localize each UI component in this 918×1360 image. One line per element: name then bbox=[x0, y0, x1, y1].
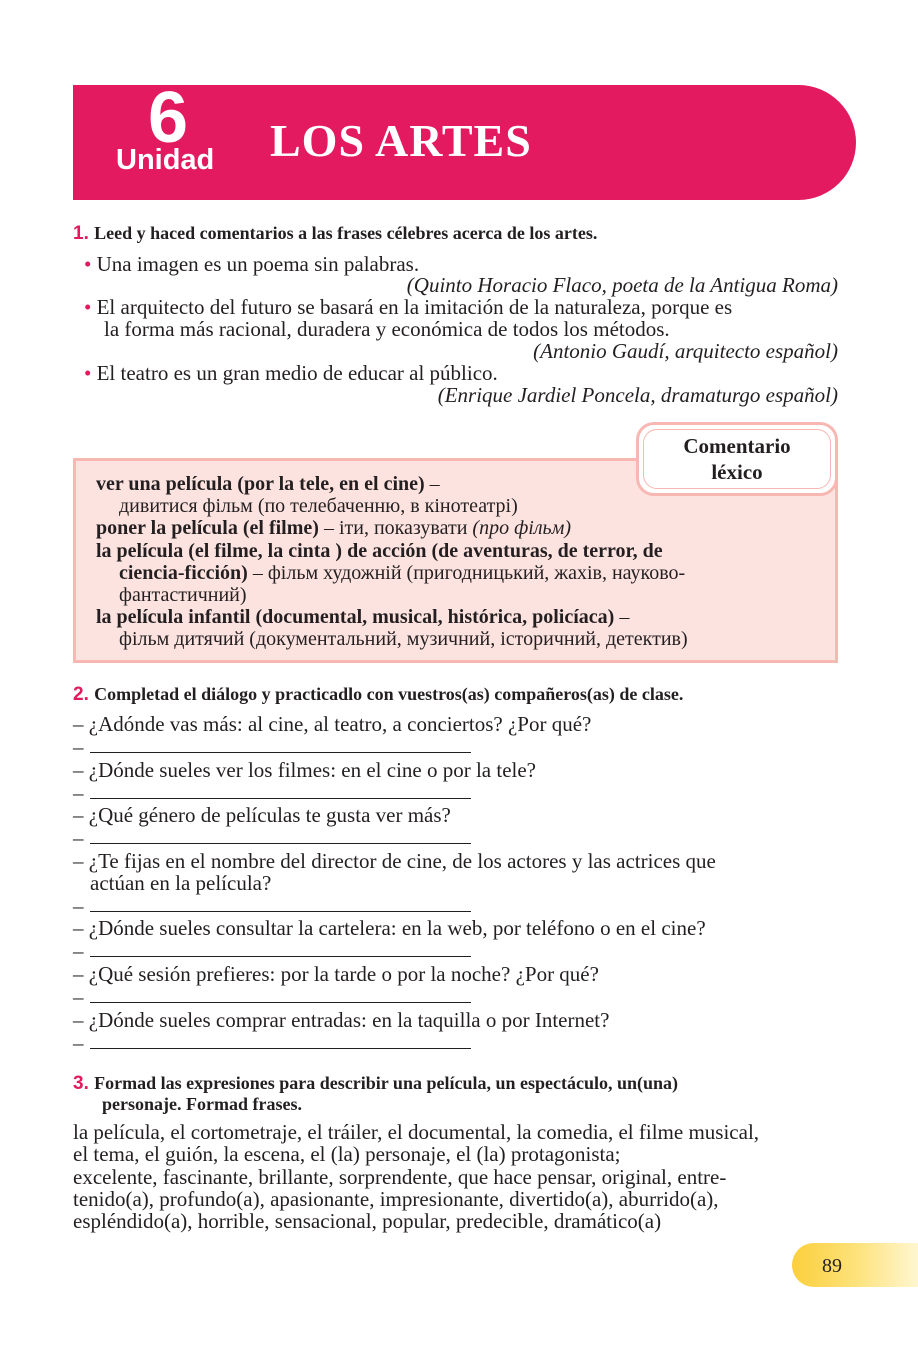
bullet-icon: • bbox=[84, 252, 92, 276]
lexicon-entry-1-translation: дивитися фільм (по телебаченню, в кінотеатрі) bbox=[119, 495, 518, 517]
task3-heading bbox=[73, 1071, 678, 1095]
entry-term: la película infantil (documental, musical, histórica, policíaca) bbox=[96, 606, 615, 628]
answer-dash: – bbox=[73, 894, 84, 918]
lexicon-entry-3-line2 bbox=[119, 562, 685, 584]
task3-instruction-line2: personaje. Formad frases. bbox=[102, 1094, 302, 1114]
entry-dash: – bbox=[614, 606, 630, 628]
quote-text: Una imagen es un poema sin palabras. bbox=[96, 252, 420, 276]
word-list-line-5: espléndido(a), horrible, sensacional, popular, predecible, dramático(a) bbox=[73, 1209, 662, 1233]
dialogue-question-4-line2: actúan en la película? bbox=[90, 871, 272, 895]
task3-instruction: Formad las expresiones para describir una película, un espectáculo, un(una) bbox=[94, 1073, 678, 1093]
tag-line1: Comentario bbox=[683, 434, 791, 458]
lexicon-entry-4-translation: фільм дитячий (документальний, музичний, історичний, детектив) bbox=[119, 628, 688, 650]
answer-line[interactable] bbox=[90, 798, 471, 799]
lexicon-tag bbox=[636, 422, 838, 496]
answer-dash: – bbox=[73, 985, 84, 1009]
task1-number: 1. bbox=[73, 223, 89, 244]
task2-number: 2. bbox=[73, 684, 89, 705]
bullet-icon: • bbox=[84, 295, 92, 319]
quote-1 bbox=[84, 253, 419, 276]
word-list-line-2: el tema, el guión, la escena, el (la) personaje, el (la) protagonista; bbox=[73, 1142, 621, 1166]
entry-term: la película (el filme, la cinta ) de acción (de aventuras, de terror, de bbox=[96, 540, 663, 562]
lexicon-entry-3 bbox=[96, 540, 663, 562]
dialogue-question-3: – ¿Qué género de películas te gusta ver más? bbox=[73, 803, 451, 827]
answer-dash: – bbox=[73, 735, 84, 759]
dialogue-question-4: – ¿Te fijas en el nombre del director de cine, de los actores y las actrices que bbox=[73, 849, 716, 873]
entry-translation: – іти, показувати bbox=[318, 517, 473, 539]
task3-number: 3. bbox=[73, 1073, 89, 1094]
dialogue-question-7: – ¿Dónde sueles comprar entradas: en la taquilla o por Internet? bbox=[73, 1008, 610, 1032]
entry-note: (про фільм) bbox=[472, 517, 572, 539]
answer-line[interactable] bbox=[90, 956, 471, 957]
answer-line[interactable] bbox=[90, 843, 471, 844]
answer-dash: – bbox=[73, 939, 84, 963]
entry-dash: – bbox=[424, 473, 440, 495]
quote-text: El arquitecto del futuro se basará en la imitación de la naturaleza, porque es bbox=[96, 295, 733, 319]
entry-term: ciencia-ficción) bbox=[119, 562, 248, 584]
bullet-icon: • bbox=[84, 361, 92, 385]
word-list-line-3: excelente, fascinante, brillante, sorprendente, que hace pensar, original, entre- bbox=[73, 1165, 727, 1189]
quote-3-author: (Enrique Jardiel Poncela, dramaturgo español) bbox=[437, 383, 838, 407]
dialogue-question-2: – ¿Dónde sueles ver los filmes: en el cine o por la tele? bbox=[73, 758, 537, 782]
task1-heading bbox=[73, 221, 597, 245]
lexicon-entry-2 bbox=[96, 517, 571, 539]
page-title: LOS ARTES bbox=[270, 115, 532, 166]
dialogue-question-1: – ¿Adónde vas más: al cine, al teatro, a conciertos? ¿Por qué? bbox=[73, 712, 592, 736]
word-list-line-1: la película, el cortometraje, el tráiler, el documental, la comedia, el filme musical, bbox=[73, 1120, 760, 1144]
entry-term: ver una película (por la tele, en el cine) bbox=[96, 473, 425, 495]
word-list-line-4: tenido(a), profundo(a), apasionante, impresionante, divertido(a), aburrido(a), bbox=[73, 1187, 719, 1211]
entry-term: poner la película (el filme) bbox=[96, 517, 319, 539]
answer-dash: – bbox=[73, 781, 84, 805]
answer-line[interactable] bbox=[90, 752, 471, 753]
answer-line[interactable] bbox=[90, 911, 471, 912]
quote-2-line2: la forma más racional, duradera y económica de todos los métodos. bbox=[104, 317, 670, 341]
task1-instruction: Leed y haced comentarios a las frases célebres acerca de los artes. bbox=[94, 223, 598, 243]
quote-1-author: (Quinto Horacio Flaco, poeta de la Antigua Roma) bbox=[406, 273, 838, 297]
dialogue-question-5: – ¿Dónde sueles consultar la cartelera: en la web, por teléfono o en el cine? bbox=[73, 916, 706, 940]
entry-translation: – фільм художній (пригодницький, жахів, науково- bbox=[247, 562, 686, 584]
task2-heading bbox=[73, 682, 683, 706]
page-number: 89 bbox=[822, 1255, 842, 1277]
quote-3 bbox=[84, 362, 498, 385]
lexicon-entry-4 bbox=[96, 606, 629, 628]
quote-text: El teatro es un gran medio de educar al público. bbox=[96, 361, 498, 385]
answer-line[interactable] bbox=[90, 1048, 471, 1049]
tag-line2: léxico bbox=[711, 460, 763, 484]
quote-2 bbox=[84, 296, 732, 319]
dialogue-question-6: – ¿Qué sesión prefieres: por la tarde o por la noche? ¿Por qué? bbox=[73, 962, 599, 986]
quote-2-author: (Antonio Gaudí, arquitecto español) bbox=[533, 339, 838, 363]
lexicon-entry-1 bbox=[96, 473, 440, 495]
unit-label: Unidad bbox=[116, 144, 215, 176]
answer-dash: – bbox=[73, 1031, 84, 1055]
page-number-tab bbox=[792, 1243, 918, 1287]
answer-line[interactable] bbox=[90, 1002, 471, 1003]
lexicon-entry-3-line3: фантастичний) bbox=[119, 584, 247, 606]
answer-dash: – bbox=[73, 826, 84, 850]
tag-border bbox=[643, 429, 831, 489]
task2-instruction: Completad el diálogo y practicadlo con vuestros(as) compañeros(as) de clase. bbox=[94, 684, 684, 704]
unit-number: 6 bbox=[148, 78, 189, 158]
